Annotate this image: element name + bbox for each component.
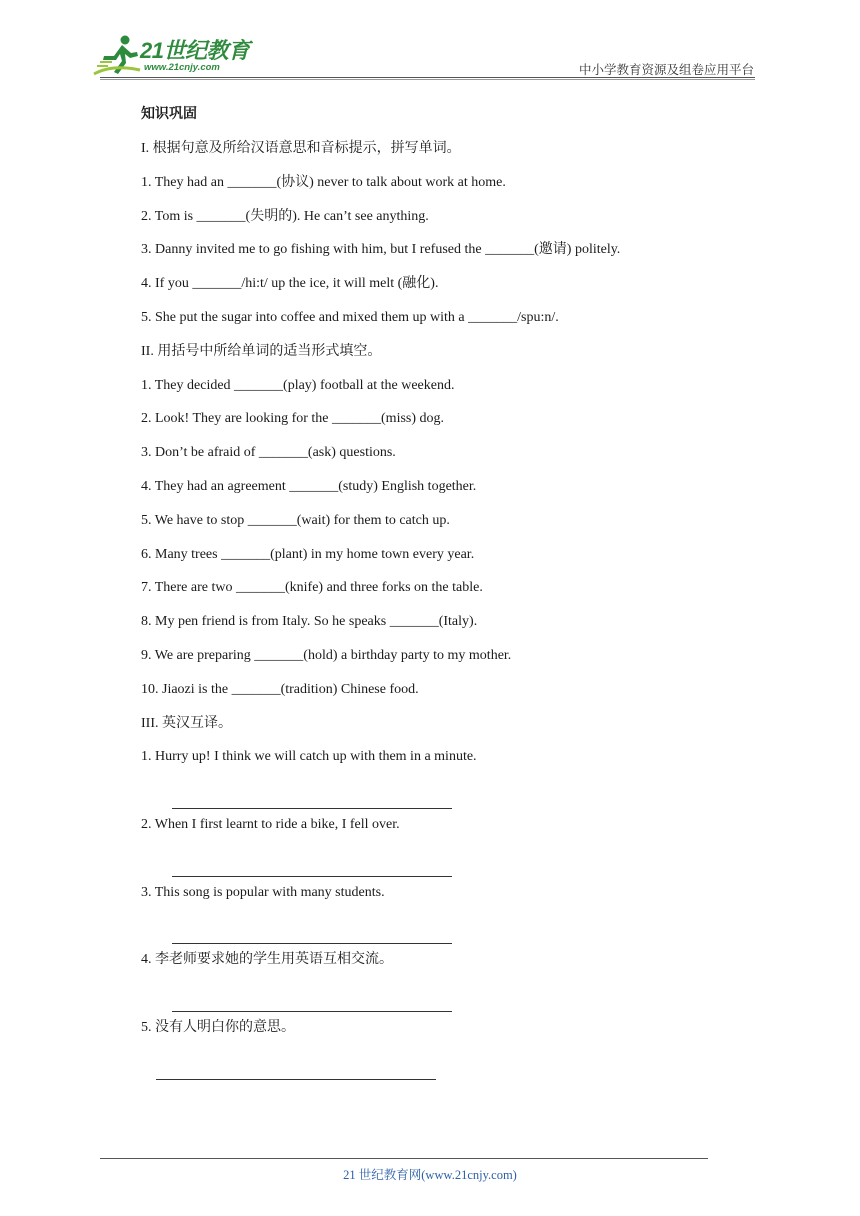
worksheet-content [141, 104, 761, 1084]
part3-item: 1. Hurry up! I think we will catch up with them in a minute. [141, 749, 477, 765]
part2-item: 3. Don’t be afraid of _______(ask) questions. [141, 445, 396, 461]
answer-underline [172, 1011, 452, 1012]
footer-text[interactable]: 21 世纪教育网(www.21cnjy.com) [343, 1168, 517, 1182]
part2-item: 5. We have to stop _______(wait) for them to catch up. [141, 512, 450, 528]
part1-item: 2. Tom is _______(失明的). He can’t see anything. [141, 208, 429, 224]
answer-underline [172, 808, 452, 809]
part3-item: 5. 没有人明白你的意思。 [141, 1019, 295, 1035]
header-divider-secondary [100, 79, 755, 80]
part2-item: 6. Many trees _______(plant) in my home town every year. [141, 546, 475, 562]
answer-underline [172, 943, 452, 944]
part3-item: 4. 李老师要求她的学生用英语互相交流。 [141, 952, 393, 968]
part1-heading: I. 根据句意及所给汉语意思和音标提示，拼写单词。 [141, 141, 461, 156]
answer-blank[interactable] [141, 915, 761, 949]
part2-item: 10. Jiaozi is the _______(tradition) Chinese food. [141, 681, 419, 697]
section-title: 知识巩固 [141, 107, 197, 122]
part2-heading: II. 用括号中所给单词的适当形式填空。 [141, 343, 382, 359]
header-divider [100, 77, 755, 78]
part2-item: 9. We are preparing _______(hold) a birthday party to my mother. [141, 647, 512, 663]
part3-heading: III. 英汉互译。 [141, 715, 232, 731]
part2-item: 7. There are two _______(knife) and three forks on the table. [141, 580, 483, 596]
part2-item: 8. My pen friend is from Italy. So he speaks _______(Italy). [141, 614, 478, 630]
logo-text: 21世纪教育 [140, 38, 250, 63]
logo [92, 34, 262, 78]
part2-item: 1. They decided _______(play) football at the weekend. [141, 377, 455, 393]
page-header [0, 0, 860, 80]
part1-item: 4. If you _______/hi:t/ up the ice, it will melt (融化). [141, 276, 439, 292]
logo-url: www.21cnjy.com [144, 62, 220, 73]
part2-item: 4. They had an agreement _______(study) English together. [141, 478, 477, 494]
answer-underline [156, 1079, 436, 1080]
answer-underline [172, 876, 452, 877]
answer-blank[interactable] [141, 780, 761, 814]
answer-blank[interactable] [141, 848, 761, 882]
answer-blank[interactable] [141, 983, 761, 1017]
part2-item: 2. Look! They are looking for the _______(miss) dog. [141, 411, 445, 427]
answer-blank[interactable] [141, 1051, 761, 1085]
part3-item: 2. When I first learnt to ride a bike, I fell over. [141, 816, 400, 832]
header-platform-text: 中小学教育资源及组卷应用平台 [578, 63, 754, 77]
footer-divider [100, 1158, 708, 1159]
part1-item: 3. Danny invited me to go fishing with him, but I refused the _______(邀请) politely. [141, 242, 621, 258]
part1-item: 1. They had an _______(协议) never to talk about work at home. [141, 174, 506, 190]
runner-logo-icon [92, 34, 142, 78]
part3-item: 3. This song is popular with many students. [141, 884, 385, 900]
part1-item: 5. She put the sugar into coffee and mixed them up with a _______/spu:n/. [141, 309, 559, 325]
